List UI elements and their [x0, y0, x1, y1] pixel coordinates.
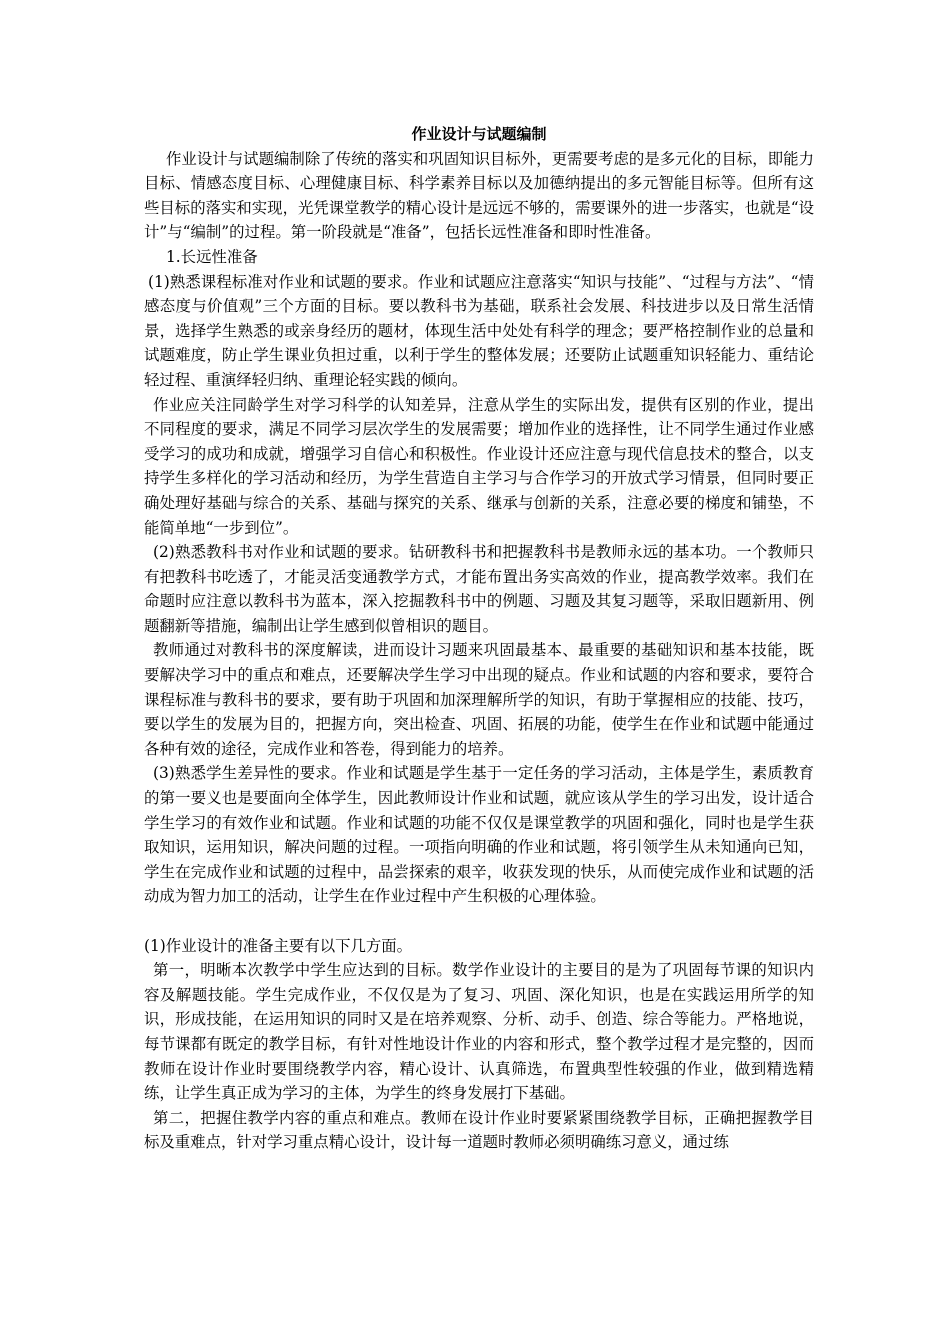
document-body [144, 122, 814, 1155]
paragraph-preparation-aspects: (1)作业设计的准备主要有以下几方面。 [144, 936, 413, 955]
section-heading-long-term: 1.长远性准备 [166, 247, 258, 266]
blank-line [144, 909, 814, 934]
paragraph-student-differences: (3)熟悉学生差异性的要求。作业和试题是学生基于一定任务的学习活动，主体是学生，素质教育的第一要义也是要面向全体学生，因此教师设计作业和试题，就应该从学生的学习出发，设计适合学生学习的有效作业和试题。作业和试题的功能不仅仅是课堂教学的巩固和强化，同时也是学生获取知识，运用知识，解决问题的过程。一项指向明确的作业和试题，将引领学生从未知通向已知，学生在完成作业和试题的过程中，品尝探索的艰辛，收获发现的快乐，从而使完成作业和试题的活动成为智力加工的活动，让学生在作业过程中产生积极的心理体验。 [144, 764, 814, 906]
paragraph-textbook-interpretation: 教师通过对教科书的深度解读，进而设计习题来巩固最基本、最重要的基础知识和基本技能，既要解决学习中的重点和难点，还要解决学生学习中出现的疑点。作业和试题的内容和要求，要符合课程标准与教科书的要求，要有助于巩固和加深理解所学的知识，有助于掌握相应的技能、技巧，要以学生的发展为目的，把握方向，突出检查、巩固、拓展的功能，使学生在作业和试题中能通过各种有效的途径，完成作业和答卷，得到能力的培养。 [144, 641, 814, 758]
document-title: 作业设计与试题编制 [411, 125, 547, 143]
paragraph-first-point: 第一，明晰本次教学中学生应达到的目标。数学作业设计的主要目的是为了巩固每节课的知识内容及解题技能。学生完成作业，不仅仅是为了复习、巩固、深化知识，也是在实践运用所学的知识，形成技能，在运用知识的同时又是在培养观察、分析、动手、创造、综合等能力。严格地说，每节课都有既定的教学目标，有针对性地设计作业的内容和形式，整个教学过程才是完整的，因而教师在设计作业时要围绕教学内容，精心设计、认真筛选，布置典型性较强的作业，做到精选精练，让学生真正成为学习的主体，为学生的终身发展打下基础。 [144, 961, 814, 1103]
paragraph-curriculum-standards: (1)熟悉课程标准对作业和试题的要求。作业和试题应注意落实“知识与技能”、“过程与方法”、“情感态度与价值观”三个方面的目标。要以教科书为基础，联系社会发展、科技进步以及日常生活情景，选择学生熟悉的或亲身经历的题材，体现生活中处处有科学的理念；要严格控制作业的总量和试题难度，防止学生课业负担过重，以利于学生的整体发展；还要防止试题重知识轻能力、重结论轻过程、重演绎轻归纳、重理论轻实践的倾向。 [144, 272, 814, 389]
paragraph-cognitive-differences: 作业应关注同龄学生对学习科学的认知差异，注意从学生的实际出发，提供有区别的作业，提出不同程度的要求，满足不同学习层次学生的发展需要；增加作业的选择性，让不同学生通过作业感受学习的成功和成就，增强学习自信心和积极性。作业设计还应注意与现代信息技术的整合，以支持学生多样化的学习活动和经历，为学生营造自主学习与合作学习的开放式学习情景，但同时要正确处理好基础与综合的关系、基础与探究的关系、继承与创新的关系，注意必要的梯度和铺垫，不能简单地“一步到位”。 [144, 395, 814, 537]
paragraph-second-point: 第二，把握住教学内容的重点和难点。教师在设计作业时要紧紧围绕教学目标，正确把握教学目标及重难点，针对学习重点精心设计，设计每一道题时教师必须明确练习意义，通过练 [144, 1108, 814, 1152]
paragraph-textbook-requirements: (2)熟悉教科书对作业和试题的要求。钻研教科书和把握教科书是教师永远的基本功。一个教师只有把教科书吃透了，才能灵活变通教学方式，才能布置出务实高效的作业，提高教学效率。我们在命题时应注意以教科书为蓝本，深入挖掘教科书中的例题、习题及其复习题等，采取旧题新用、例题翻新等措施，编制出让学生感到似曾相识的题目。 [144, 543, 814, 635]
paragraph-intro: 作业设计与试题编制除了传统的落实和巩固知识目标外，更需要考虑的是多元化的目标，即能力目标、情感态度目标、心理健康目标、科学素养目标以及加德纳提出的多元智能目标等。但所有这些目标的落实和实现，光凭课堂教学的精心设计是远远不够的，需要课外的进一步落实，也就是“设计”与“编制”的过程。第一阶段就是“准备”，包括长远性准备和即时性准备。 [144, 149, 814, 242]
